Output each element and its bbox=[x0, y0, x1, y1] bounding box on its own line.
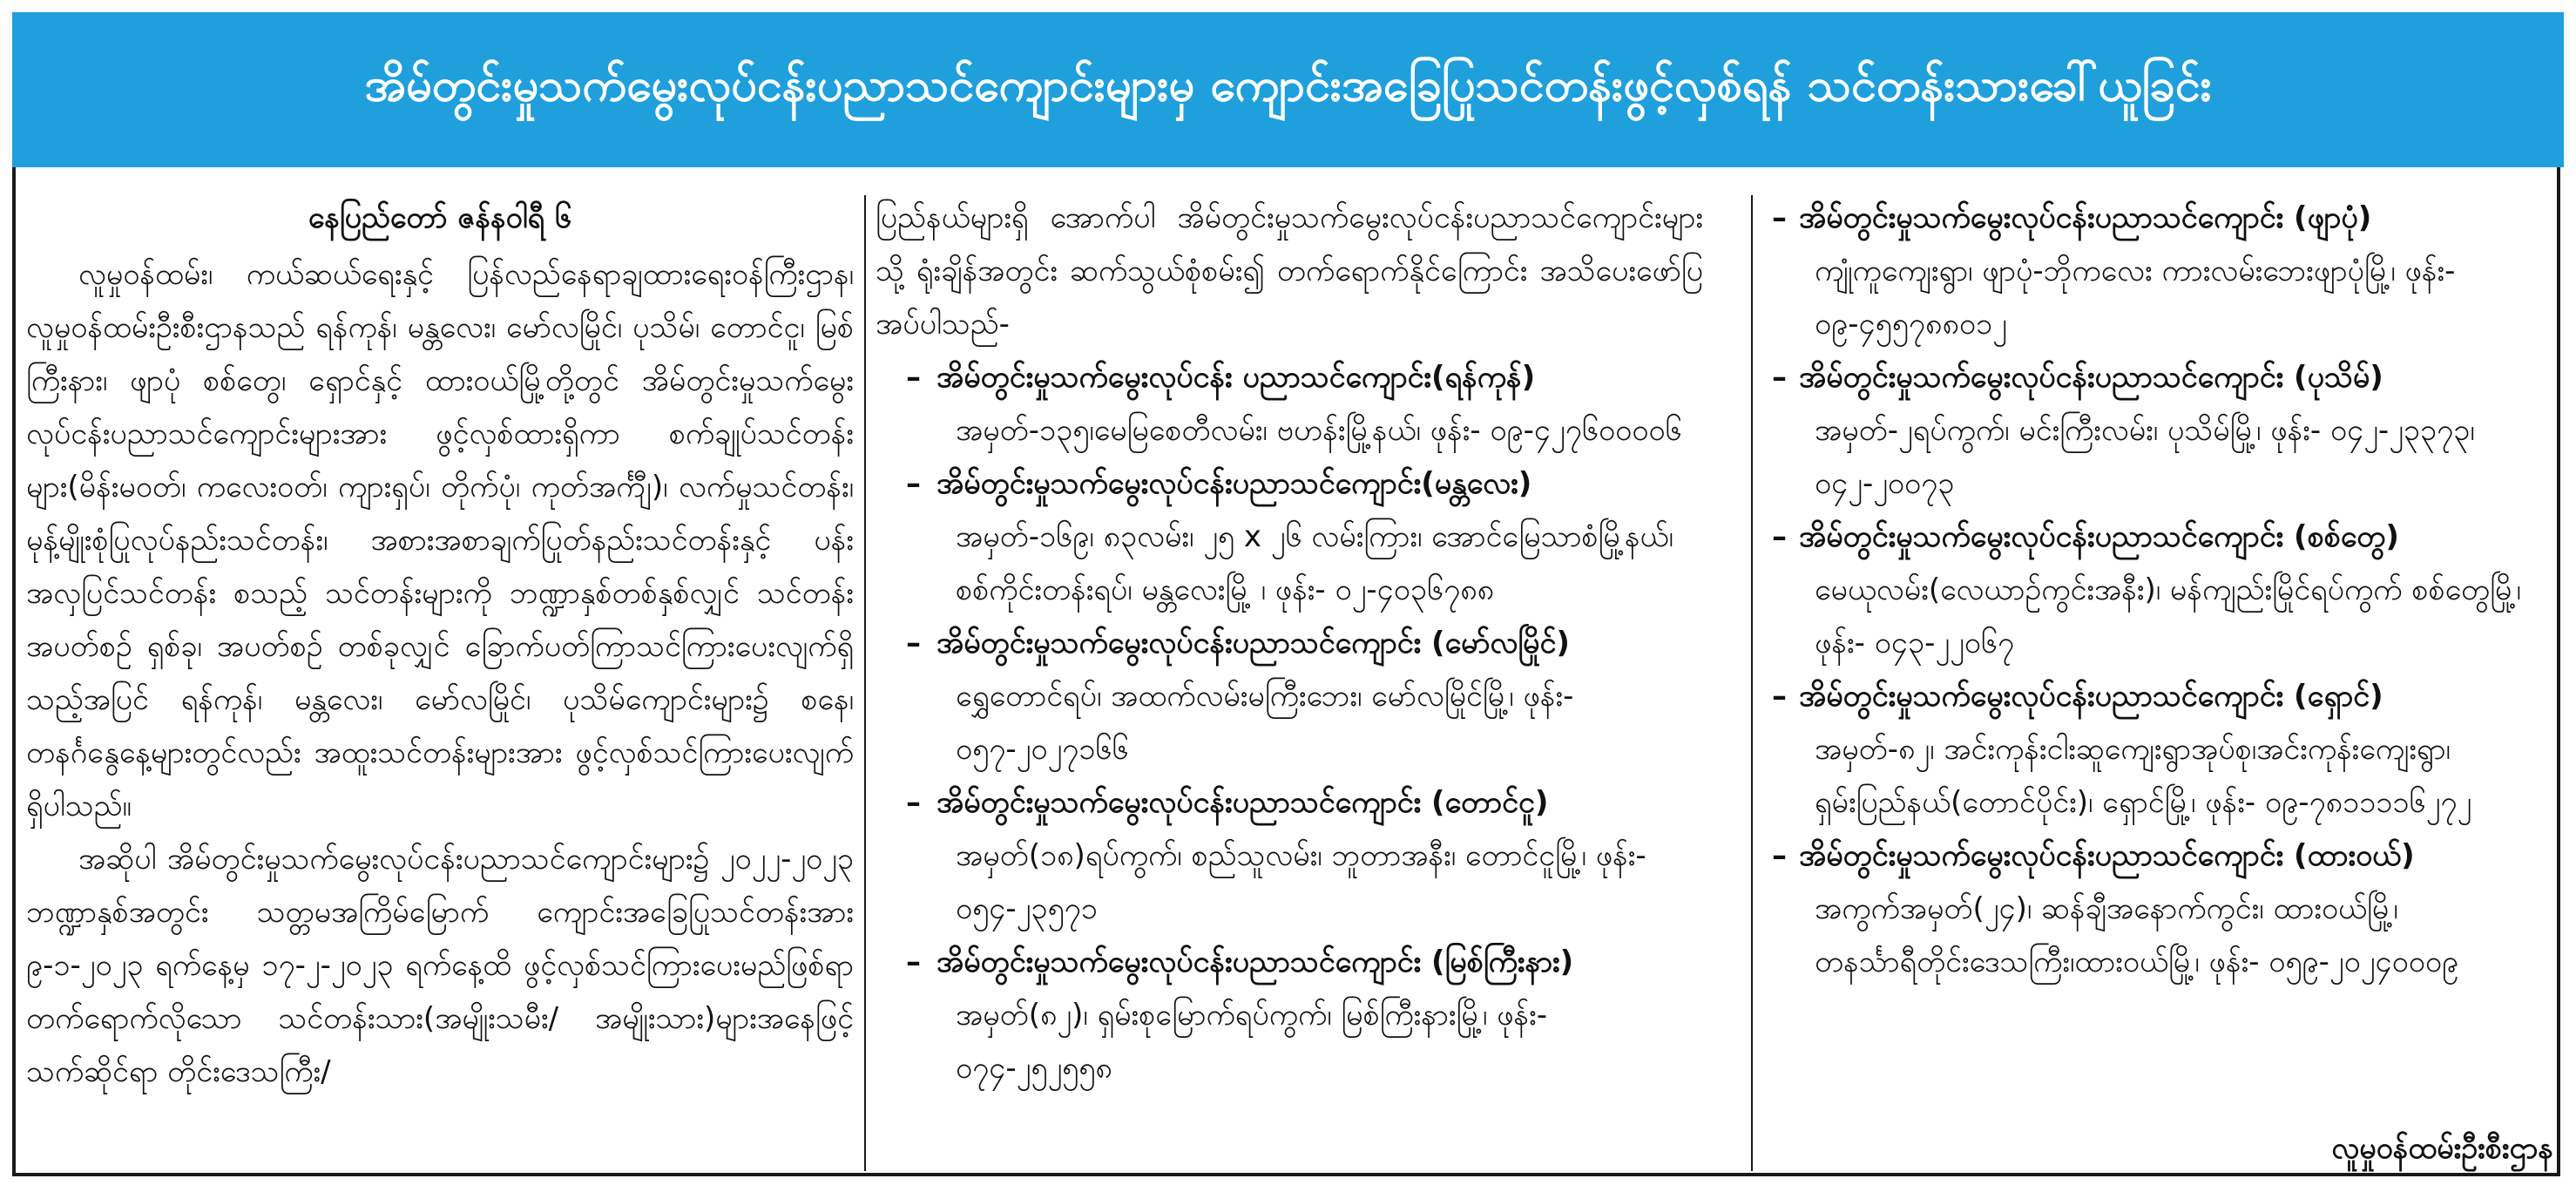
article-column-1 bbox=[26, 192, 854, 1173]
school-entry bbox=[876, 617, 1703, 776]
school-entry bbox=[876, 457, 1703, 617]
school-entry bbox=[1764, 511, 2552, 670]
school-name: အိမ်တွင်းမှုသက်မွေးလုပ်ငန်းပညာသင်ကျောင်း (ပုသိမ်) bbox=[1799, 360, 2383, 395]
school-name: အိမ်တွင်းမှုသက်မွေးလုပ်ငန်းပညာသင်ကျောင်း (စစ်တွေ) bbox=[1799, 519, 2399, 554]
list-dash: – bbox=[1772, 679, 1787, 714]
list-dash: – bbox=[1772, 200, 1787, 235]
school-name: အိမ်တွင်းမှုသက်မွေးလုပ်ငန်းပညာသင်ကျောင်း (မြစ်ကြီးနား) bbox=[936, 945, 1574, 979]
school-address: အမှတ်-၁၃၅၊မေမြစေတီလမ်း၊ ဗဟန်းမြို့နယ်၊ ဖုန်း- ၀၉-၄၂၇၆၀၀၀၀၆ bbox=[956, 413, 1682, 448]
school-name: အိမ်တွင်းမှုသက်မွေးလုပ်ငန်းပညာသင်ကျောင်း (တောင်ငူ) bbox=[936, 785, 1549, 820]
school-address: ရွှေတောင်ရပ်၊ အထက်လမ်းမကြီးဘေး၊ မော်လမြိုင်မြို့၊ ဖုန်း- ၀၅၇-၂၀၂၇၁၆၆ bbox=[956, 679, 1574, 767]
school-list-intro: ပြည်နယ်များရှိ အောက်ပါ အိမ်တွင်းမှုသက်မွေးလုပ်ငန်းပညာသင်ကျောင်းများသို့ ရုံးချိန်အတွင်း ဆက်သွယ်စုံစမ်း၍ တက်ရောက်နိုင်ကြောင်း အသိပေးဖော်ပြအပ်ပါသည်- bbox=[876, 200, 1703, 342]
body-paragraph: လူမှုဝန်ထမ်း၊ ကယ်ဆယ်ရေးနှင့် ပြန်လည်နေရာချထားရေးဝန်ကြီးဌာန၊ လူမှုဝန်ထမ်းဦးစီးဌာနသည် ရန်ကုန်၊ မန္တလေး၊ မော်လမြိုင်၊ ပုသိမ်၊ တောင်ငူ၊ မြစ်ကြီးနား၊ ဖျာပုံ စစ်တွေ၊ ရှောင်နှင့် ထားဝယ်မြို့တို့တွင် အိမ်တွင်းမှုသက်မွေးလုပ်ငန်းပညာသင်ကျောင်းများအား ဖွင့်လှစ်ထားရှိကာ စက်ချုပ်သင်တန်းများ(မိန်းမဝတ်၊ ကလေးဝတ်၊ ကျားရှပ်၊ တိုက်ပုံ၊ ကုတ်အင်္ကျီ)၊ လက်မှုသင်တန်း၊ မုန့်မျိုးစုံပြုလုပ်နည်းသင်တန်း၊ အစားအစာချက်ပြုတ်နည်းသင်တန်းနှင့် ပန်းအလှပြင်သင်တန်း စသည့် သင်တန်းများကို ဘဏ္ဍာနှစ်တစ်နှစ်လျှင် သင်တန်းအပတ်စဉ် ရှစ်ခု၊ အပတ်စဉ် တစ်ခုလျှင် ခြောက်ပတ်ကြာသင်ကြားပေးလျက်ရှိသည့်အပြင် ရန်ကုန်၊ မန္တလေး၊ မော်လမြိုင်၊ ပုသိမ်ကျောင်းများ၌ စနေ၊ တနင်္ဂနွေနေ့များတွင်လည်း အထူးသင်တန်းများအား ဖွင့်လှစ်သင်ကြားပေးလျက်ရှိပါသည်။ bbox=[26, 257, 854, 823]
school-name: အိမ်တွင်းမှုသက်မွေးလုပ်ငန်းပညာသင်ကျောင်း (ရှောင်) bbox=[1799, 679, 2383, 714]
list-dash: – bbox=[1772, 360, 1787, 395]
school-address: အမှတ်-၁၆၉၊ ၈၃လမ်း၊ ၂၅ x ၂၆ လမ်းကြား၊ အောင်မြေသာစံမြို့နယ်၊ စစ်ကိုင်းတန်းရပ်၊ မန္တလေးမြို့ ၊ ဖုန်း- ၀၂-၄၀၃၆၇၈၈ bbox=[956, 519, 1673, 607]
school-entry bbox=[876, 936, 1703, 1095]
school-entry bbox=[1764, 830, 2552, 989]
dateline: နေပြည်တော် ဇန်နဝါရီ ၆ bbox=[308, 200, 572, 235]
school-address: အမှတ်-၂ရပ်ကွက်၊ မင်းကြီးလမ်း၊ ပုသိမ်မြို့၊ ဖုန်း- ၀၄၂-၂၃၃၇၃၊ ၀၄၂-၂၀၀၇၃ bbox=[1815, 413, 2475, 501]
school-address: အမှတ်(၁၈)ရပ်ကွက်၊ စည်သူလမ်း၊ ဘူတာအနီး၊ တောင်ငူမြို့၊ ဖုန်း- ၀၅၄-၂၃၅၇၁ bbox=[956, 838, 1646, 926]
article-column-2 bbox=[876, 192, 1703, 1173]
list-dash: – bbox=[1772, 519, 1787, 554]
article-column-3 bbox=[1764, 192, 2552, 1173]
headline-title: အိမ်တွင်းမှုသက်မွေးလုပ်ငန်းပညာသင်ကျောင်းများမှ ကျောင်းအခြေပြုသင်တန်းဖွင့်လှစ်ရန် သင်တန်းသားခေါ်ယူခြင်း bbox=[364, 59, 2212, 112]
school-name: အိမ်တွင်းမှုသက်မွေးလုပ်ငန်း ပညာသင်ကျောင်း(ရန်ကုန်) bbox=[936, 360, 1536, 395]
list-dash: – bbox=[906, 785, 921, 820]
school-name: အိမ်တွင်းမှုသက်မွေးလုပ်ငန်းပညာသင်ကျောင်း (မော်လမြိုင်) bbox=[936, 626, 1570, 660]
list-dash: – bbox=[906, 360, 921, 395]
school-name: အိမ်တွင်းမှုသက်မွေးလုပ်ငန်းပညာသင်ကျောင်း (ထားဝယ်) bbox=[1799, 838, 2415, 873]
school-entry bbox=[876, 776, 1703, 936]
list-dash: – bbox=[1772, 838, 1787, 873]
school-address: အကွက်အမှတ်(၂၄)၊ ဆန်ချီအနောက်ကွင်း၊ ထားဝယ်မြို့၊ တနင်္သာရီတိုင်းဒေသကြီး၊ထားဝယ်မြို့၊ ဖုန်း- ၀၅၉-၂၀၂၄၀၀၀၉ bbox=[1815, 891, 2459, 979]
column-divider bbox=[864, 195, 866, 1171]
list-dash: – bbox=[906, 945, 921, 979]
list-dash: – bbox=[906, 626, 921, 660]
school-name: အိမ်တွင်းမှုသက်မွေးလုပ်ငန်းပညာသင်ကျောင်း (ဖျာပုံ) bbox=[1799, 200, 2372, 235]
issuing-department: လူမှုဝန်ထမ်းဦးစီးဌာန bbox=[2331, 1131, 2553, 1166]
school-entry bbox=[1764, 351, 2552, 511]
column-divider bbox=[1751, 195, 1753, 1171]
school-address: အမှတ်-၈၂၊ အင်းကုန်းငါးဆူကျေးရွာအုပ်စု၊အင်းကုန်းကျေးရွာ၊ ရှမ်းပြည်နယ်(တောင်ပိုင်း)၊ ရှောင်မြို့၊ ဖုန်း- ၀၉-၇၈၁၁၁၁၆၂၇၂ bbox=[1815, 732, 2472, 820]
body-paragraph: အဆိုပါ အိမ်တွင်းမှုသက်မွေးလုပ်ငန်းပညာသင်ကျောင်းများ၌ ၂၀၂၂-၂၀၂၃ ဘဏ္ဍာနှစ်အတွင်း သတ္တမအကြိမ်မြောက် ကျောင်းအခြေပြုသင်တန်းအား ၉-၁-၂၀၂၃ ရက်နေ့မှ ၁၇-၂-၂၀၂၃ ရက်နေ့ထိ ဖွင့်လှစ်သင်ကြားပေးမည်ဖြစ်ရာ တက်ရောက်လိုသော သင်တန်းသား(အမျိုးသမီး/ အမျိုးသား)များအနေဖြင့် သက်ဆိုင်ရာ တိုင်းဒေသကြီး/ bbox=[26, 842, 854, 1089]
school-entry bbox=[1764, 670, 2552, 830]
headline-banner bbox=[12, 12, 2564, 167]
school-entry bbox=[876, 351, 1703, 457]
school-address: ကျုံကူကျေးရွာ၊ ဖျာပုံ-ဘိုကလေး ကားလမ်းဘေးဖျာပုံမြို့၊ ဖုန်း- ၀၉-၄၅၅၇၈၈၀၁၂ bbox=[1815, 254, 2456, 342]
school-entry bbox=[1764, 192, 2552, 351]
school-address: မေယုလမ်း(လေယာဉ်ကွင်းအနီး)၊ မန်ကျည်းမြိုင်ရပ်ကွက် စစ်တွေမြို့၊ ဖုန်း- ၀၄၃-၂၂၀၆၇ bbox=[1815, 572, 2521, 660]
list-dash: – bbox=[906, 466, 921, 501]
school-address: အမှတ်(၈၂)၊ ရှမ်းစုမြောက်ရပ်ကွက်၊ မြစ်ကြီးနားမြို့၊ ဖုန်း- ၀၇၄-၂၅၂၅၅၈ bbox=[956, 998, 1548, 1086]
school-name: အိမ်တွင်းမှုသက်မွေးလုပ်ငန်းပညာသင်ကျောင်း(မန္တလေး) bbox=[936, 466, 1532, 501]
